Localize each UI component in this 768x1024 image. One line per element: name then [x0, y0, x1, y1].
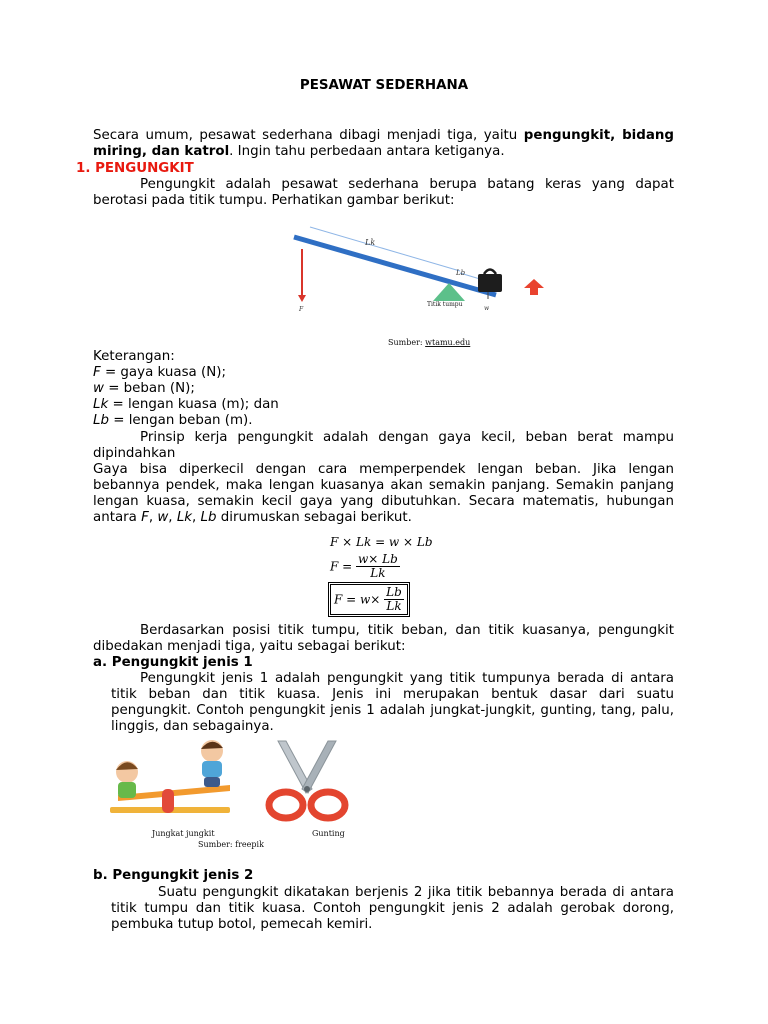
keterangan-item	[93, 413, 279, 429]
intro-bold: pengungkit, bidang miring, dan katrol	[93, 128, 675, 159]
lever-figure	[290, 225, 552, 350]
formula-fraction-boxed	[384, 586, 404, 613]
gaya-var-f: F	[141, 510, 149, 525]
figure1-source	[388, 338, 470, 347]
jenis2-heading: b. Pengungkit jenis 2	[93, 868, 254, 883]
force-arrow-head	[298, 295, 306, 302]
formula-line-1: F × Lk = w × Lb	[330, 535, 433, 549]
lb-label: Lb	[456, 269, 466, 277]
caption-scissors: Gunting	[312, 829, 345, 838]
seesaw-pivot	[162, 789, 174, 813]
gaya-var-w: w	[157, 510, 169, 525]
intro-paragraph	[93, 128, 674, 160]
keterangan-symbol: F	[93, 365, 101, 380]
formula-boxed	[330, 584, 408, 615]
seesaw-image	[100, 737, 245, 825]
keterangan-item	[93, 397, 279, 413]
lever-diagram	[290, 225, 552, 350]
pengungkit-paragraph: Pengungkit adalah pesawat sederhana berupa batang keras yang dapat berotasi pada titik tumpu. Perhatikan gambar berikut:	[93, 177, 674, 208]
up-arrow-icon	[524, 279, 544, 295]
berdasarkan-paragraph: Berdasarkan posisi titik tumpu, titik beban, dan titik kuasanya, pengungkit dibedakan menjadi tiga, yaitu sebagai berikut:	[93, 623, 674, 654]
keterangan-symbol: Lb	[93, 413, 109, 428]
gaya-text-2: dirumuskan sebagai berikut.	[216, 510, 412, 525]
lever-bar	[294, 237, 496, 295]
formula-lhs-boxed: F = w×	[334, 592, 381, 607]
scissors-blade-right	[302, 741, 336, 793]
keterangan-text: = lengan beban (m).	[108, 413, 253, 428]
jenis1-paragraph: Pengungkit jenis 1 adalah pengungkit yang titik tumpunya berada di antara titik beban dan titik kuasa. Jenis ini merupakan bentuk dasar dari suatu pengungkit. Contoh pengungkit jenis 1 adalah jungkat-jungkit, gunting, tang, palu, linggis, dan sebagainya.	[111, 671, 674, 734]
scissors-pivot	[304, 786, 310, 792]
weight-block	[478, 274, 502, 292]
figure1-source-prefix: Sumber:	[388, 338, 426, 347]
formula-numerator-boxed: Lb	[386, 585, 402, 599]
keterangan-heading: Keterangan:	[93, 349, 175, 364]
intro-text-2: . Ingin tahu perbedaan antara ketiganya.	[229, 144, 505, 159]
keterangan-text: = beban (N);	[103, 381, 195, 396]
keterangan-item	[93, 365, 279, 381]
child-left-body	[118, 782, 136, 798]
keterangan-text: = gaya kuasa (N);	[100, 365, 226, 380]
caption-seesaw: Jungkat jungkit	[152, 829, 215, 838]
keterangan-symbol: Lk	[93, 397, 109, 412]
figure1-source-link: wtamu.edu	[425, 338, 471, 347]
figure2-source: Sumber: freepik	[198, 840, 264, 849]
gaya-paragraph	[93, 462, 674, 526]
formula-denominator: Lk	[370, 566, 386, 580]
gaya-sep: ,	[192, 510, 201, 525]
prinsip-paragraph: Prinsip kerja pengungkit adalah dengan gaya kecil, beban berat mampu dipindahkan	[93, 430, 674, 461]
weight-handle	[484, 270, 496, 275]
formula-numerator: w× Lb	[358, 552, 398, 566]
jenis1-heading: a. Pengungkit jenis 1	[93, 655, 253, 670]
formula-fraction	[356, 553, 400, 580]
gaya-sep: ,	[168, 510, 177, 525]
scissors-image	[256, 737, 356, 825]
fulcrum-label: Titik tumpu	[427, 301, 463, 308]
keterangan-block	[93, 349, 279, 429]
scissors-handle-right	[311, 792, 345, 818]
jenis2-paragraph: Suatu pengungkit dikatakan berjenis 2 jika titik bebannya berada di antara titik tumpu dan titik kuasa. Contoh pengungkit jenis 2 adalah gerobak dorong, pembuka tutup botol, pemecah kemiri.	[111, 885, 674, 932]
keterangan-symbol: w	[93, 381, 104, 396]
formula-line-2	[330, 553, 470, 580]
section-heading-pengungkit: 1. PENGUNGKIT	[76, 161, 194, 176]
gaya-var-lk: Lk	[176, 510, 193, 525]
scissors-illustration	[256, 737, 356, 825]
page-title: PESAWAT SEDERHANA	[299, 78, 469, 93]
gaya-sep: ,	[148, 510, 158, 525]
formula-lhs: F =	[330, 559, 353, 574]
keterangan-text: = lengan kuasa (m); dan	[108, 397, 279, 412]
force-label: F	[299, 306, 304, 313]
formula-denominator-boxed: Lk	[386, 599, 402, 613]
child-right-body	[202, 761, 222, 777]
intro-text-1: Secara umum, pesawat sederhana dibagi menjadi tiga, yaitu	[93, 128, 524, 143]
gaya-var-lb: Lb	[200, 510, 217, 525]
seesaw-illustration	[100, 737, 245, 825]
scissors-handle-left	[269, 792, 303, 818]
weight-label: w	[484, 305, 490, 312]
child-right-legs	[204, 777, 220, 787]
formula-block	[330, 534, 470, 615]
gaya-text-1: Gaya bisa diperkecil dengan cara memperpendek lengan beban. Jika lengan bebannya pendek, maka lengan kuasanya akan semakin panjang. Semakin panjang lengan kuasa, semakin kecil gaya yang dibutuhkan. Secara matematis, hubungan antara	[93, 462, 674, 525]
lk-label: Lk	[365, 238, 376, 247]
keterangan-item	[93, 381, 279, 397]
